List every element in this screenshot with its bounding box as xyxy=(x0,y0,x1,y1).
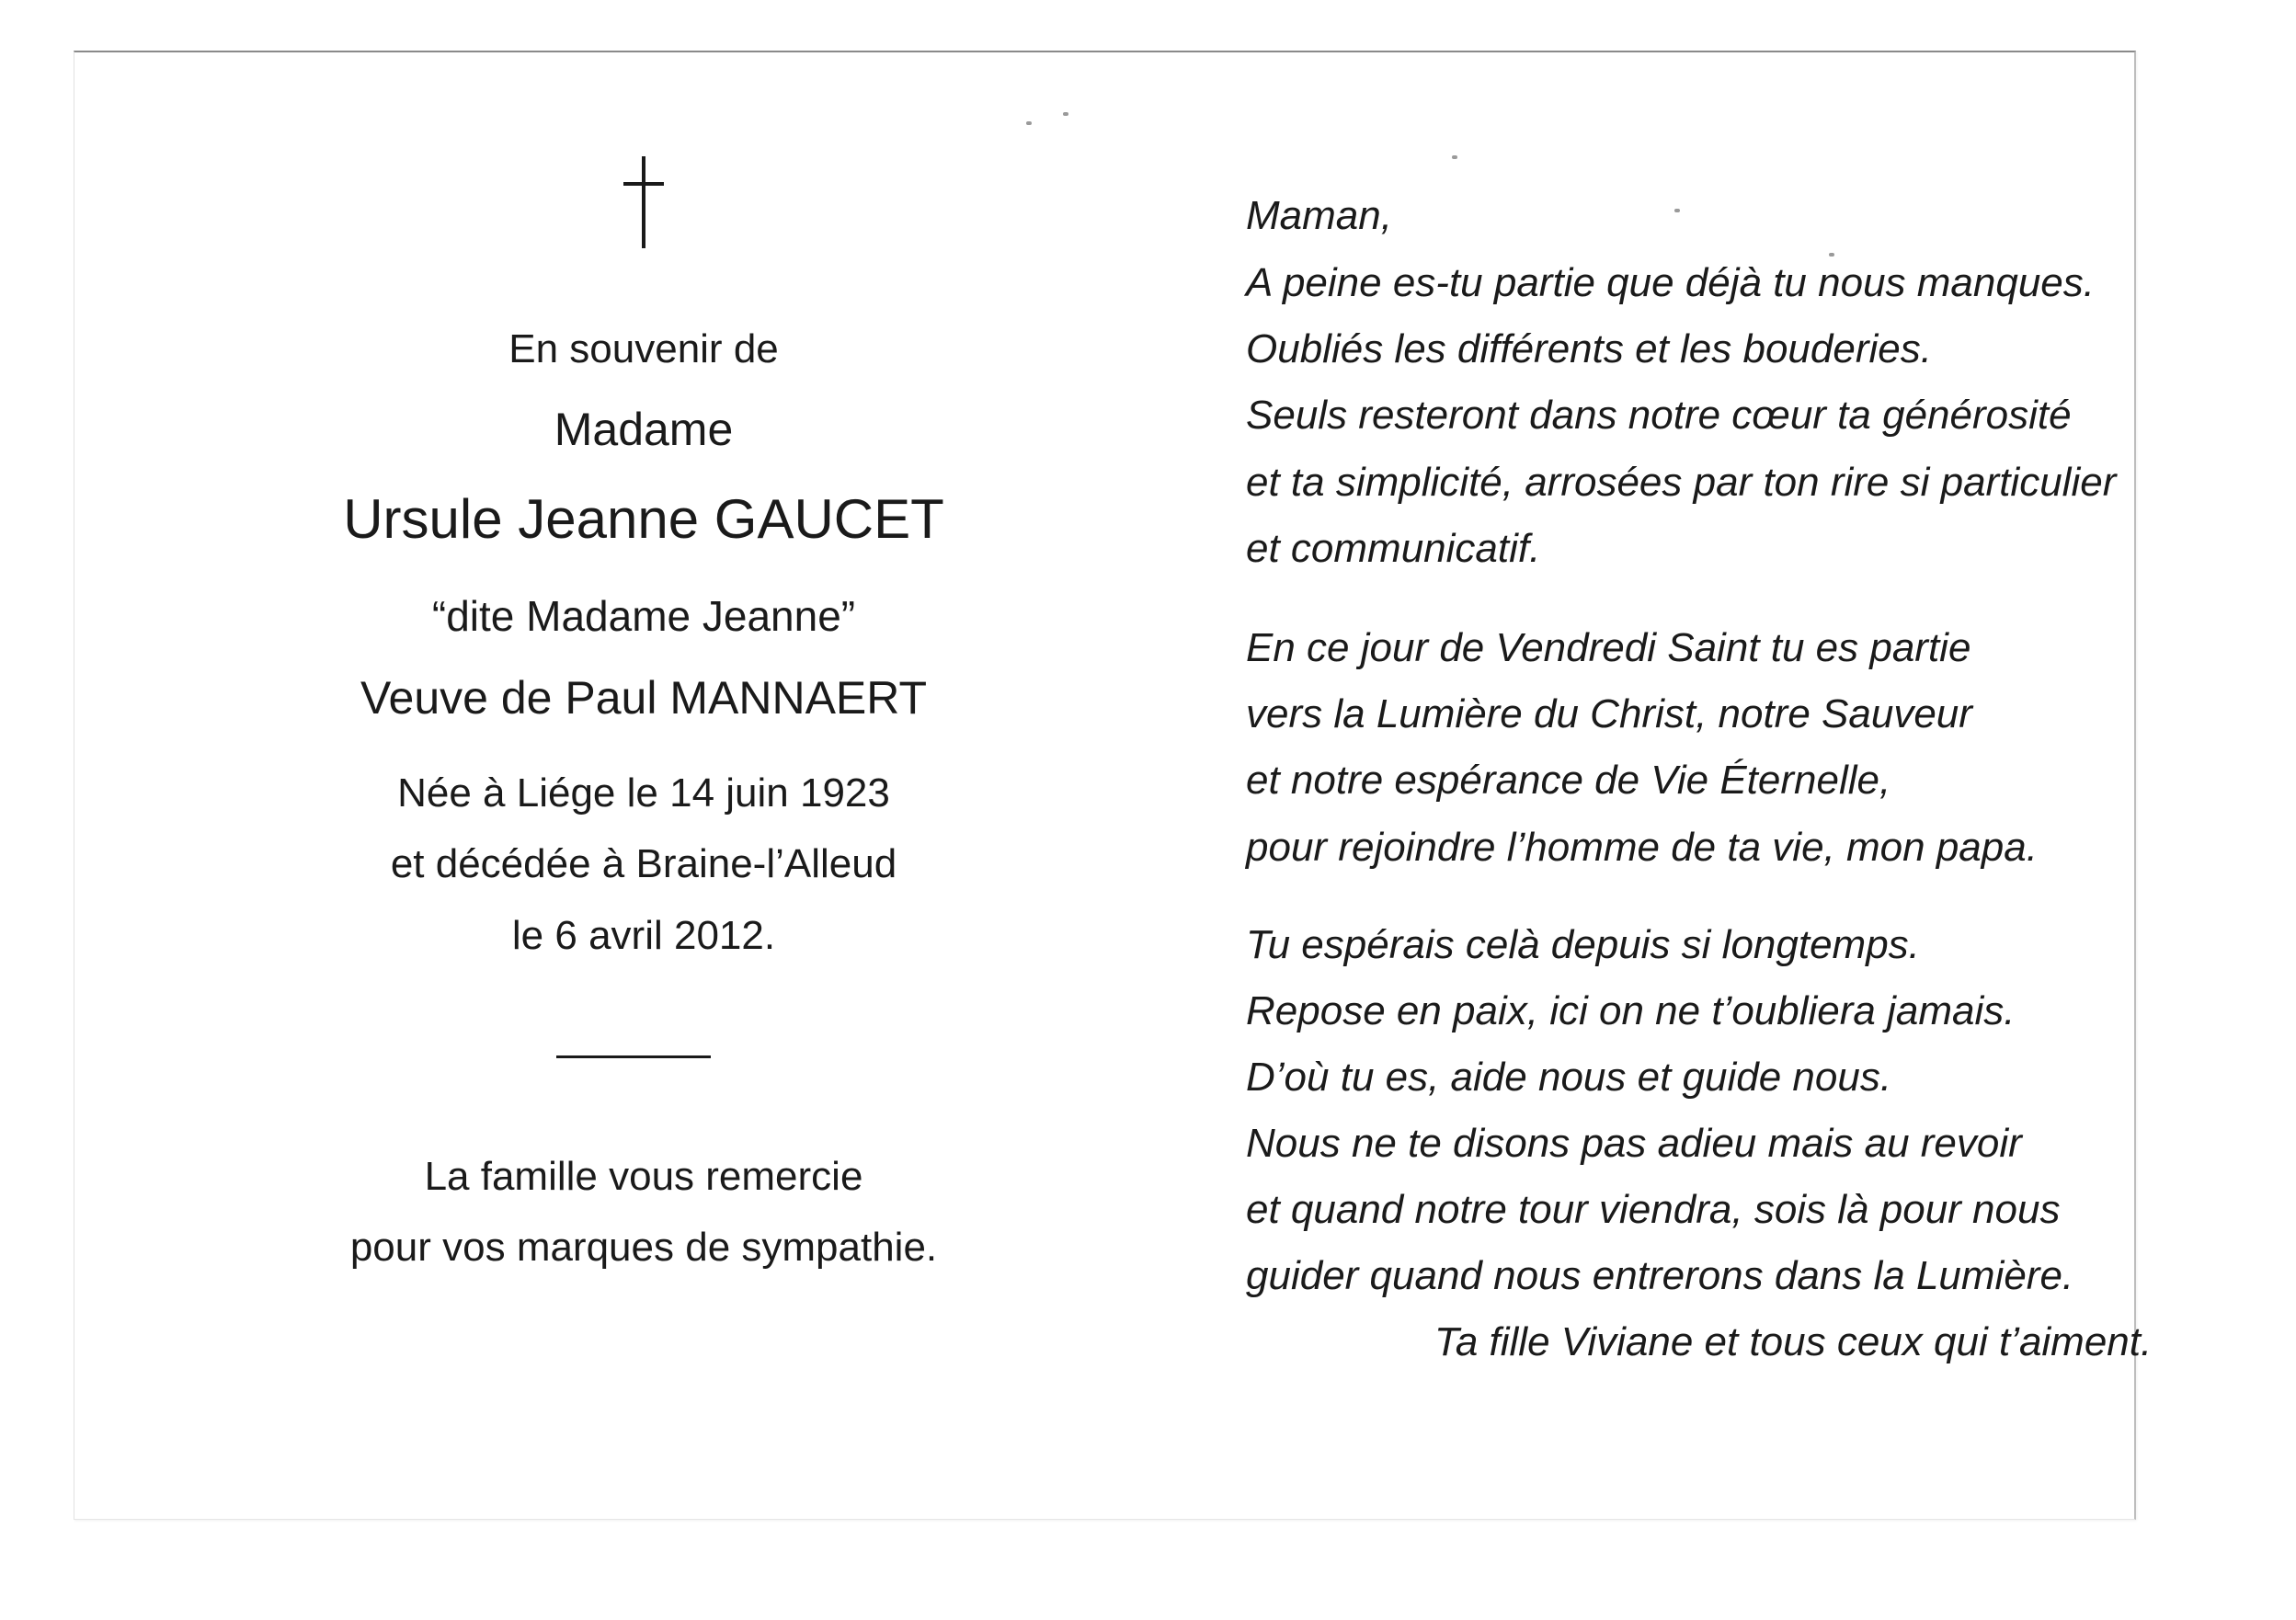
birth-text: Née à Liége le 14 juin 1923 xyxy=(397,770,890,816)
poem-line: Repose en paix, ici on ne t’oubliera jamais. xyxy=(1246,988,2016,1033)
poem-line: En ce jour de Vendredi Saint tu es partie xyxy=(1246,625,1971,670)
cross-icon xyxy=(616,156,671,248)
poem-line: guider quand nous entrerons dans la Lumière. xyxy=(1246,1253,2074,1298)
poem-line: et notre espérance de Vie Éternelle, xyxy=(1246,758,1891,803)
paper-speck xyxy=(1063,112,1068,116)
paper-speck xyxy=(1829,253,1834,257)
poem-line: vers la Lumière du Christ, notre Sauveur xyxy=(1246,691,1972,736)
poem-line: A peine es-tu partie que déjà tu nous manques. xyxy=(1246,260,2095,305)
poem-line: Tu espérais celà depuis si longtemps. xyxy=(1246,922,1920,967)
poem-line: Maman, xyxy=(1246,193,1392,238)
poem-line: et ta simplicité, arrosées par ton rire si particulier xyxy=(1246,460,2117,505)
poem-line: Seuls resteront dans notre cœur ta générosité xyxy=(1246,393,2072,438)
nickname-text: “dite Madame Jeanne” xyxy=(431,592,856,640)
thanks-line-1: La famille vous remercie xyxy=(424,1154,863,1199)
poem-line: et quand notre tour viendra, sois là pour nous xyxy=(1246,1187,2061,1232)
poem-line: Oubliés les différents et les bouderies. xyxy=(1246,326,1932,371)
memorial-left-column xyxy=(230,156,1057,1270)
title-text: Madame xyxy=(554,404,734,455)
death-place-text: et décédée à Braine-l’Alleud xyxy=(390,841,897,886)
paper-speck xyxy=(1026,121,1032,125)
death-date-text: le 6 avril 2012. xyxy=(511,913,776,958)
poem-line: D’où tu es, aide nous et guide nous. xyxy=(1246,1055,1892,1100)
poem-line: Nous ne te disons pas adieu mais au revoir xyxy=(1246,1121,2022,1166)
paper-speck xyxy=(1452,155,1457,159)
poem-signature: Ta fille Viviane et tous ceux qui t’aiment. xyxy=(1434,1319,2153,1364)
widow-of-text: Veuve de Paul MANNAERT xyxy=(360,672,928,724)
thanks-line-2: pour vos marques de sympathie. xyxy=(349,1225,938,1270)
intro-text: En souvenir de xyxy=(508,326,779,371)
deceased-name: Ursule Jeanne GAUCET xyxy=(343,488,944,550)
poem-line: et communicatif. xyxy=(1246,526,1541,571)
separator-rule xyxy=(556,1055,711,1058)
poem-line: pour rejoindre l’homme de ta vie, mon papa. xyxy=(1246,825,2038,870)
paper-speck xyxy=(1674,209,1680,212)
